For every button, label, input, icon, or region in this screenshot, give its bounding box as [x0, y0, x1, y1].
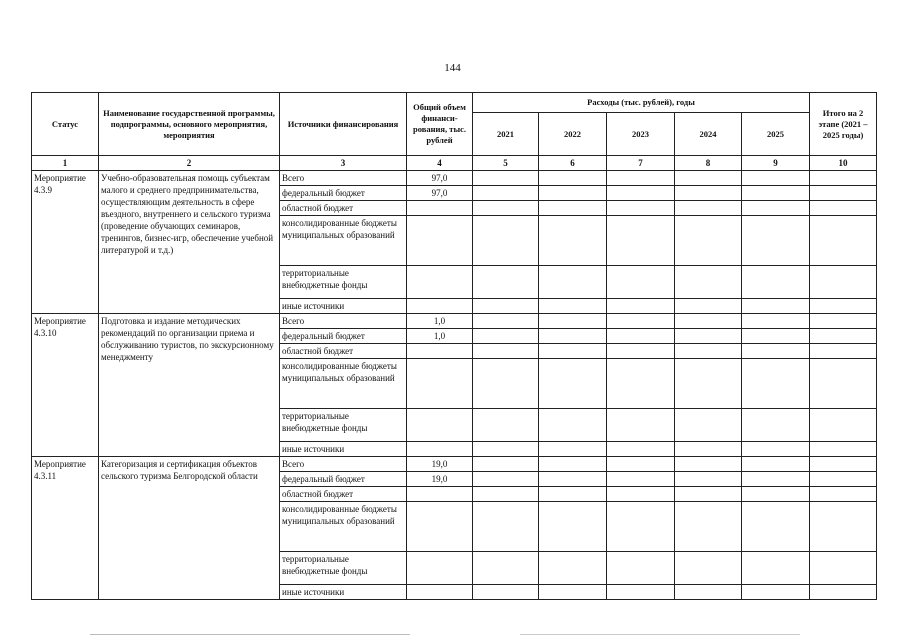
header-expenses: Расходы (тыс. рублей), годы: [473, 93, 810, 113]
total-value: 1,0: [407, 329, 473, 344]
year-value: [539, 314, 607, 329]
year-value: [607, 472, 675, 487]
year-value: [539, 359, 607, 409]
total-value: 97,0: [407, 171, 473, 186]
year-value: [810, 442, 877, 457]
year-value: [742, 266, 810, 299]
year-value: [742, 442, 810, 457]
year-value: [675, 409, 742, 442]
column-number: 9: [742, 156, 810, 171]
year-value: [473, 201, 539, 216]
year-value: [473, 585, 539, 600]
year-value: [607, 329, 675, 344]
year-value: [810, 585, 877, 600]
year-value: [607, 201, 675, 216]
column-number: 2: [99, 156, 280, 171]
year-value: [539, 502, 607, 552]
year-value: [539, 266, 607, 299]
year-value: [742, 457, 810, 472]
year-value: [810, 186, 877, 201]
table-row: [32, 457, 877, 472]
year-value: [539, 201, 607, 216]
funding-source: консолидированные бюджеты муниципальных образований: [280, 216, 407, 266]
year-value: [473, 442, 539, 457]
year-value: [473, 472, 539, 487]
total-value: 19,0: [407, 472, 473, 487]
year-value: [473, 186, 539, 201]
total-value: [407, 216, 473, 266]
year-value: [675, 266, 742, 299]
financing-table: [31, 92, 877, 600]
year-value: [539, 344, 607, 359]
total-value: [407, 442, 473, 457]
header-year: 2024: [675, 113, 742, 156]
year-value: [607, 585, 675, 600]
divider: [520, 634, 800, 635]
year-value: [675, 329, 742, 344]
column-number: 4: [407, 156, 473, 171]
year-value: [742, 299, 810, 314]
measure-name: Категоризация и сертификация объектов сельского туризма Белгородской области: [99, 457, 280, 600]
year-value: [742, 487, 810, 502]
year-value: [675, 442, 742, 457]
year-value: [539, 552, 607, 585]
total-value: [407, 299, 473, 314]
year-value: [539, 329, 607, 344]
year-value: [473, 552, 539, 585]
table-row: [32, 314, 877, 329]
year-value: [810, 502, 877, 552]
year-value: [473, 329, 539, 344]
header-year: 2023: [607, 113, 675, 156]
total-value: [407, 359, 473, 409]
table-row: [32, 171, 877, 186]
year-value: [810, 472, 877, 487]
header-year: 2021: [473, 113, 539, 156]
total-value: 19,0: [407, 457, 473, 472]
funding-source: иные источники: [280, 299, 407, 314]
year-value: [473, 216, 539, 266]
header-total: Общий объем финанси-рования, тыс. рублей: [407, 93, 473, 156]
total-value: 1,0: [407, 314, 473, 329]
year-value: [675, 186, 742, 201]
year-value: [675, 457, 742, 472]
column-number: 3: [280, 156, 407, 171]
year-value: [742, 314, 810, 329]
funding-source: областной бюджет: [280, 487, 407, 502]
year-value: [742, 216, 810, 266]
funding-source: иные источники: [280, 585, 407, 600]
year-value: [539, 216, 607, 266]
total-value: [407, 266, 473, 299]
year-value: [742, 552, 810, 585]
column-number: 6: [539, 156, 607, 171]
year-value: [675, 487, 742, 502]
table-body: [32, 171, 877, 600]
total-value: [407, 201, 473, 216]
year-value: [539, 472, 607, 487]
year-value: [607, 299, 675, 314]
year-value: [473, 359, 539, 409]
year-value: [607, 314, 675, 329]
year-value: [473, 314, 539, 329]
total-value: 97,0: [407, 186, 473, 201]
year-value: [473, 487, 539, 502]
year-value: [675, 171, 742, 186]
year-value: [675, 201, 742, 216]
funding-source: Всего: [280, 171, 407, 186]
funding-source: территориальные внебюджетные фонды: [280, 409, 407, 442]
year-value: [473, 502, 539, 552]
funding-source: областной бюджет: [280, 344, 407, 359]
header-sources: Источники финансирования: [280, 93, 407, 156]
total-value: [407, 487, 473, 502]
year-value: [539, 171, 607, 186]
year-value: [473, 266, 539, 299]
year-value: [539, 186, 607, 201]
year-value: [675, 314, 742, 329]
year-value: [810, 266, 877, 299]
year-value: [810, 299, 877, 314]
year-value: [675, 552, 742, 585]
year-value: [607, 186, 675, 201]
year-value: [742, 186, 810, 201]
page-number: 144: [444, 62, 461, 74]
column-number: 5: [473, 156, 539, 171]
year-value: [742, 472, 810, 487]
header-name: Наименование государственной программы, подпрограммы, основного мероприятия, мероприятия: [99, 93, 280, 156]
column-number: 8: [675, 156, 742, 171]
year-value: [742, 329, 810, 344]
year-value: [810, 552, 877, 585]
year-value: [742, 359, 810, 409]
year-value: [810, 201, 877, 216]
column-number: 7: [607, 156, 675, 171]
year-value: [810, 329, 877, 344]
total-value: [407, 344, 473, 359]
year-value: [742, 171, 810, 186]
year-value: [810, 409, 877, 442]
year-value: [810, 457, 877, 472]
year-value: [473, 457, 539, 472]
year-value: [539, 585, 607, 600]
year-value: [810, 216, 877, 266]
funding-source: Всего: [280, 457, 407, 472]
year-value: [742, 344, 810, 359]
year-value: [539, 457, 607, 472]
year-value: [742, 502, 810, 552]
year-value: [810, 359, 877, 409]
total-value: [407, 585, 473, 600]
divider: [90, 634, 410, 635]
funding-source: федеральный бюджет: [280, 472, 407, 487]
year-value: [675, 359, 742, 409]
measure-status: Мероприятие 4.3.11: [32, 457, 99, 600]
year-value: [675, 299, 742, 314]
year-value: [473, 409, 539, 442]
year-value: [539, 442, 607, 457]
year-value: [607, 552, 675, 585]
funding-source: Всего: [280, 314, 407, 329]
year-value: [607, 171, 675, 186]
funding-source: территориальные внебюджетные фонды: [280, 552, 407, 585]
total-value: [407, 552, 473, 585]
year-value: [810, 314, 877, 329]
year-value: [742, 585, 810, 600]
funding-source: консолидированные бюджеты муниципальных образований: [280, 359, 407, 409]
measure-status: Мероприятие 4.3.9: [32, 171, 99, 314]
year-value: [742, 409, 810, 442]
year-value: [539, 299, 607, 314]
year-value: [473, 171, 539, 186]
funding-source: территориальные внебюджетные фонды: [280, 266, 407, 299]
year-value: [607, 487, 675, 502]
year-value: [607, 502, 675, 552]
total-value: [407, 409, 473, 442]
year-value: [473, 299, 539, 314]
year-value: [473, 344, 539, 359]
funding-source: федеральный бюджет: [280, 186, 407, 201]
year-value: [607, 344, 675, 359]
year-value: [607, 457, 675, 472]
year-value: [810, 344, 877, 359]
total-value: [407, 502, 473, 552]
year-value: [607, 442, 675, 457]
header-status: Статус: [32, 93, 99, 156]
header-year: 2025: [742, 113, 810, 156]
measure-status: Мероприятие 4.3.10: [32, 314, 99, 457]
funding-source: консолидированные бюджеты муниципальных образований: [280, 502, 407, 552]
year-value: [675, 216, 742, 266]
year-value: [607, 266, 675, 299]
year-value: [675, 472, 742, 487]
year-value: [607, 216, 675, 266]
funding-source: иные источники: [280, 442, 407, 457]
column-number: 10: [810, 156, 877, 171]
year-value: [810, 487, 877, 502]
funding-source: областной бюджет: [280, 201, 407, 216]
year-value: [810, 171, 877, 186]
year-value: [607, 409, 675, 442]
year-value: [607, 359, 675, 409]
year-value: [539, 487, 607, 502]
funding-source: федеральный бюджет: [280, 329, 407, 344]
header-itogo: Итого на 2 этапе (2021 – 2025 годы): [810, 93, 877, 156]
year-value: [675, 585, 742, 600]
column-number: 1: [32, 156, 99, 171]
year-value: [675, 344, 742, 359]
year-value: [742, 201, 810, 216]
measure-name: Подготовка и издание методических рекомендаций по организации приема и обслуживанию туристов, по экскурсионному менеджменту: [99, 314, 280, 457]
year-value: [539, 409, 607, 442]
measure-name: Учебно-образовательная помощь субъектам малого и среднего предпринимательства, осуществляющим деятельность в сфере въездного, внутреннего и сельского туризма (проведение обучающих семинаров, тренингов, бизнес-игр, обеспечение учебной литературой и т.д.): [99, 171, 280, 314]
year-value: [675, 502, 742, 552]
header-year: 2022: [539, 113, 607, 156]
